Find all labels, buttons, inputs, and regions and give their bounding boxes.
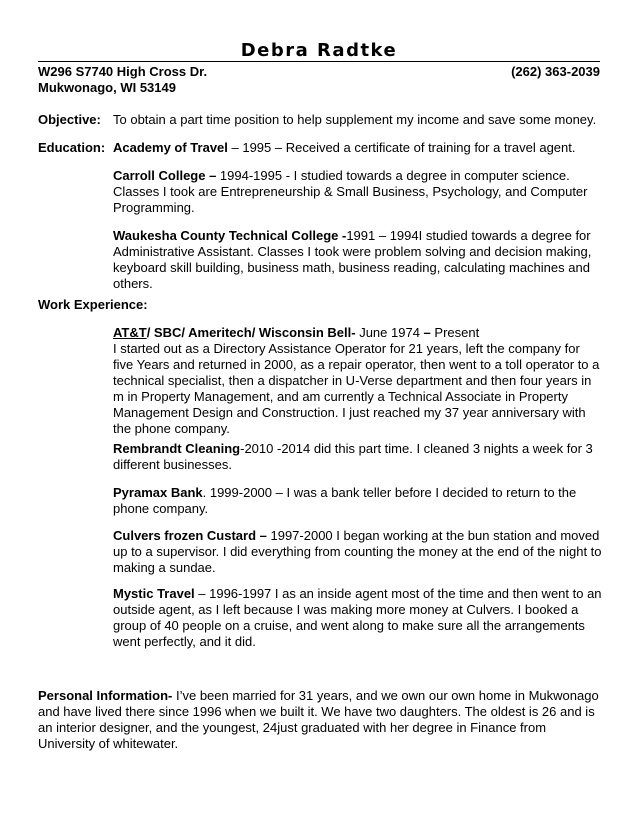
- phone-number: (262) 363-2039: [511, 64, 600, 79]
- address-line1: W296 S7740 High Cross Dr.: [38, 64, 208, 79]
- personal-information-label: Personal Information-: [38, 688, 173, 703]
- employer-name: Pyramax Bank: [113, 485, 203, 500]
- employer-name: Mystic Travel: [113, 586, 195, 601]
- school-name: Academy of Travel: [113, 140, 228, 155]
- objective-label: Objective:: [38, 112, 101, 127]
- employer-name: Culvers frozen Custard –: [113, 528, 267, 543]
- education-entry: [113, 228, 603, 292]
- education-entry: [113, 140, 603, 156]
- work-entry: [113, 441, 603, 473]
- address-line2: Mukwonago, WI 53149: [38, 80, 176, 95]
- education-details: 1991 – 1994I studied towards a degree for Administrative Assistant. Classes I took were problem solving and decision making, keyboard skill building, business math, business reading, calculating machines and others.: [113, 228, 592, 291]
- work-experience-label: Work Experience:: [38, 297, 148, 312]
- education-label: Education:: [38, 140, 106, 155]
- work-description: – 1996-1997 I as an inside agent most of the time and then went to an outside agent, as I left because I was making more money at Culvers. I booked a group of 40 people on a cruise, and went along to make sure all the arrangements went perfectly, and it did.: [113, 586, 602, 649]
- work-entry: [113, 485, 603, 517]
- employment-dates: June 1974: [355, 325, 424, 340]
- work-description: -2010 -2014 did this part time. I cleaned 3 nights a week for 3 different businesses.: [113, 441, 593, 472]
- resume-name: Debra Radtke: [240, 40, 398, 61]
- education-details: 1994-1995 - I studied towards a degree in computer science. Classes I took are Entrepreneurship & Small Business, Psychology, and Computer Programming.: [113, 168, 588, 215]
- school-name: Carroll College –: [113, 168, 217, 183]
- education-details: – 1995 – Received a certificate of training for a travel agent.: [227, 140, 576, 155]
- personal-information: [38, 688, 604, 752]
- employment-present: Present: [430, 325, 480, 340]
- employer-name: Rembrandt Cleaning: [113, 441, 241, 456]
- date-dash: –: [423, 325, 431, 340]
- work-entry: [113, 528, 603, 576]
- work-entry: [113, 586, 603, 650]
- work-description: . 1999-2000 – I was a bank teller before I decided to return to the phone company.: [113, 485, 577, 516]
- header-divider: [38, 61, 600, 62]
- work-description: I started out as a Directory Assistance Operator for 21 years, left the company for five Years and returned in 2000, as a repair operator, then went to a toll operator to a technical specialist, then a dispatcher in U-Verse department and then four years in m in Property Management, and am currently a Technical Associate in Property Management Design and Construction. I just reached my 37 year anniversary with the phone company.: [113, 341, 600, 436]
- objective-text: To obtain a part time position to help supplement my income and save some money.: [113, 112, 597, 127]
- school-name: Waukesha County Technical College -: [113, 228, 347, 243]
- personal-information-text: I’ve been married for 31 years, and we own our own home in Mukwonago and have lived there since 1996 when we built it. We have two daughters. The oldest is 26 and is an interior designer, and the youngest, 24just graduated with her degree in Finance from University of whitewater.: [38, 688, 599, 751]
- work-description: 1997-2000 I began working at the bun station and moved up to a supervisor. I did everything from counting the money at the end of the night to making a sundae.: [113, 528, 602, 575]
- education-entry: [113, 168, 603, 216]
- employer-name-underlined: AT&T: [113, 325, 147, 340]
- employer-name: / SBC/ Ameritech/ Wisconsin Bell-: [146, 325, 356, 340]
- work-entry: [113, 325, 603, 437]
